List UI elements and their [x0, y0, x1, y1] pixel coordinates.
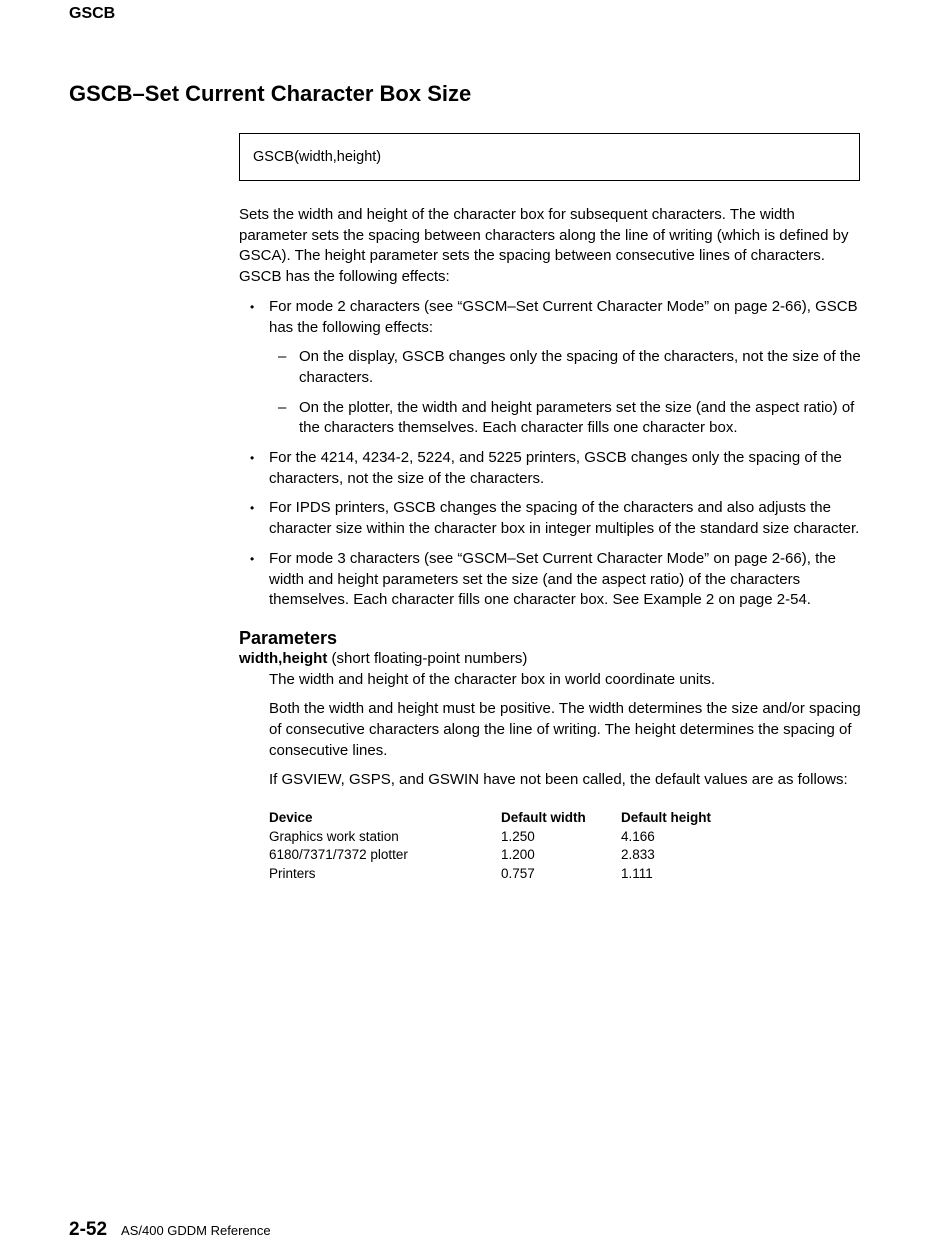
bullet-icon: •: [250, 501, 255, 516]
syntax-box: GSCB(width,height): [239, 133, 860, 181]
book-title: AS/400 GDDM Reference: [121, 1223, 271, 1238]
list-item-text: For mode 3 characters (see “GSCM–Set Current Character Mode” on page 2-66), the width and height parameters set the size (and the aspect ratio) of the characters themselves. Each character fills one character box. See Example 2 on page 2-54.: [269, 549, 836, 609]
table-cell: Printers: [269, 865, 316, 881]
parameter-paragraph: The width and height of the character box in world coordinate units.: [269, 670, 716, 688]
parameters-heading: Parameters: [239, 627, 338, 648]
list-item: [239, 498, 864, 539]
table-cell: 1.111: [621, 865, 653, 881]
table-cell: 0.757: [501, 865, 535, 881]
sub-list-item: [269, 398, 864, 439]
table-cell: 6180/7371/7372 plotter: [269, 847, 408, 863]
dash-icon: –: [278, 348, 287, 366]
page-footer: [69, 1219, 271, 1241]
table-row: [269, 865, 761, 884]
list-item: [239, 549, 864, 611]
parameter-name: width,height: [239, 649, 328, 667]
table-cell: 1.250: [501, 828, 535, 844]
list-item: [239, 297, 864, 439]
parameter-term: [239, 649, 864, 670]
sub-list-item-text: On the display, GSCB changes only the spacing of the characters, not the size of the characters.: [299, 348, 861, 386]
list-item-text: For mode 2 characters (see “GSCM–Set Current Character Mode” on page 2-66), GSCB has the following effects:: [269, 297, 858, 336]
list-item: [239, 448, 864, 489]
parameter-description: [239, 670, 864, 792]
table-header-cell: Default height: [621, 810, 711, 826]
bullet-icon: •: [250, 451, 255, 466]
table-header-cell: Device: [269, 810, 313, 826]
table-row: [269, 846, 761, 865]
sub-list-item: [269, 347, 864, 388]
table-cell: Graphics work station: [269, 828, 399, 844]
parameter-paragraph: If GSVIEW, GSPS, and GSWIN have not been called, the default values are as follows:: [269, 771, 848, 789]
table-header-cell: Default width: [501, 810, 586, 826]
page-number: 2-52: [69, 1219, 108, 1240]
list-item-text: For the 4214, 4234-2, 5224, and 5225 printers, GSCB changes only the spacing of the characters, not the size of the characters.: [269, 449, 842, 487]
table-row: [269, 828, 761, 847]
sub-list-item-text: On the plotter, the width and height parameters set the size (and the aspect ratio) of the characters themselves. Each character fills one character box.: [299, 398, 855, 437]
defaults-table: [269, 809, 761, 883]
parameter-type: (short floating-point numbers): [327, 649, 528, 667]
intro-paragraph: Sets the width and height of the character box for subsequent characters. The width parameter sets the spacing between characters along the line of writing (which is defined by GSCA). The height parameter sets the spacing between consecutive lines of characters. GSCB has the following effects:: [239, 206, 849, 286]
table-cell: 4.166: [621, 828, 655, 844]
dash-icon: –: [278, 398, 287, 416]
main-content: [239, 205, 864, 883]
running-head: GSCB: [69, 5, 116, 22]
table-cell: 2.833: [621, 847, 655, 863]
table-header-row: [269, 809, 761, 828]
effects-list: [239, 297, 864, 611]
list-item-text: For IPDS printers, GSCB changes the spacing of the characters and also adjusts the character size within the character box in integer multiples of the standard size character.: [269, 499, 860, 538]
table-cell: 1.200: [501, 847, 535, 863]
bullet-icon: •: [250, 299, 255, 314]
sub-effects-list: [269, 347, 864, 439]
bullet-icon: •: [250, 551, 255, 566]
page-title: GSCB–Set Current Character Box Size: [69, 81, 472, 106]
parameter-paragraph: Both the width and height must be positive. The width determines the size and/or spacing of consecutive characters along the line of writing. The height determines the spacing of consecutive lines.: [269, 700, 861, 759]
